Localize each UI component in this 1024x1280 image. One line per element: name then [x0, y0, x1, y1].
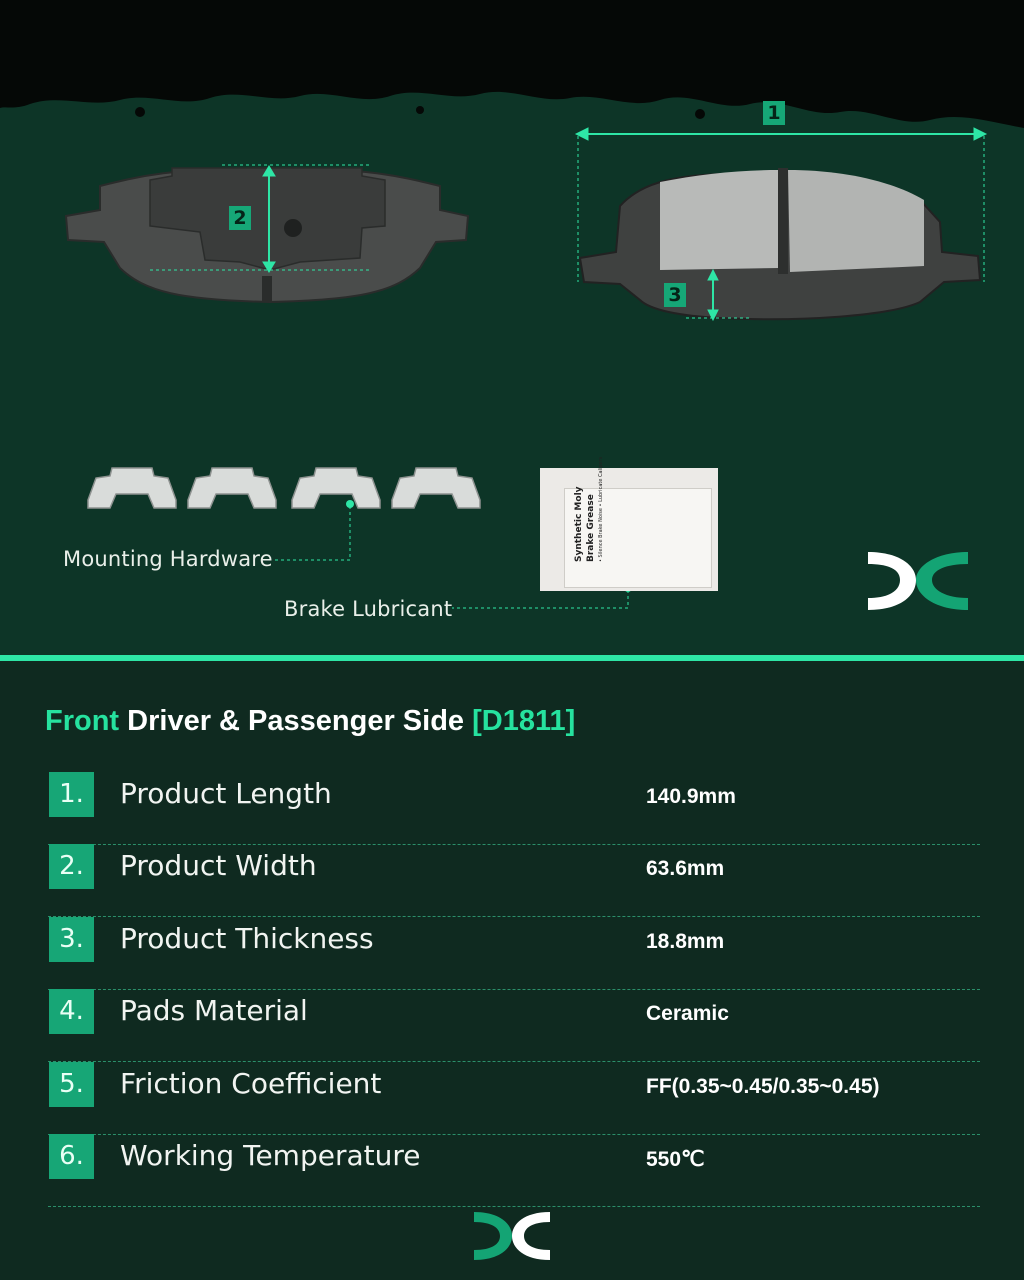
- dimension-badge-2: 2: [229, 206, 251, 230]
- packet-text-line2: Brake Grease: [586, 494, 596, 562]
- spec-row: [48, 917, 980, 990]
- hardware-callout-dot: [346, 500, 354, 508]
- dc-logo-icon: [868, 552, 968, 610]
- mounting-hardware-clips: [88, 468, 480, 508]
- spec-row: [48, 1134, 980, 1207]
- mounting-hardware-label: Mounting Hardware: [63, 547, 273, 571]
- spec-row: [48, 844, 980, 917]
- spec-number-badge: 1.: [49, 772, 94, 817]
- spec-label: Pads Material: [120, 994, 308, 1027]
- spec-label: Friction Coefficient: [120, 1067, 382, 1100]
- dimension-badge-3: 3: [664, 283, 686, 307]
- spec-value: 18.8mm: [646, 930, 725, 953]
- brake-grease-packet: [540, 456, 718, 591]
- spec-number-badge: 2.: [49, 844, 94, 889]
- spec-heading: [45, 705, 575, 738]
- brake-pad-friction-view: [580, 168, 980, 319]
- dc-logo-icon-bottom: [472, 1210, 552, 1262]
- spec-value: 140.9mm: [646, 785, 736, 808]
- packet-text-line3: • Silence Brake Noise • Lubricate Calipers: [598, 456, 604, 562]
- spec-number-badge: 4.: [49, 989, 94, 1034]
- brake-lubricant-label: Brake Lubricant: [284, 597, 453, 621]
- packet-text-line1: Synthetic Moly: [574, 486, 584, 562]
- spec-number-badge: 6.: [49, 1134, 94, 1179]
- spec-label: Product Thickness: [120, 922, 374, 955]
- spec-row: [48, 989, 980, 1062]
- spec-number-badge: 3.: [49, 917, 94, 962]
- heading-side: Driver & Passenger Side: [127, 705, 465, 737]
- spec-row: [48, 1062, 980, 1135]
- spec-label: Working Temperature: [120, 1139, 421, 1172]
- dimension-badge-1: 1: [763, 101, 785, 125]
- heading-front: Front: [45, 705, 120, 737]
- spec-row: [48, 772, 980, 845]
- spec-number-badge: 5.: [49, 1062, 94, 1107]
- spec-value: 550℃: [646, 1148, 705, 1171]
- heading-part-code: [D1811]: [472, 705, 576, 737]
- spec-label: Product Width: [120, 849, 317, 882]
- spec-value: Ceramic: [646, 1002, 729, 1025]
- spec-value: FF(0.35~0.45/0.35~0.45): [646, 1075, 880, 1098]
- spec-label: Product Length: [120, 777, 332, 810]
- brake-pad-back-view: [66, 168, 468, 302]
- spec-value: 63.6mm: [646, 857, 725, 880]
